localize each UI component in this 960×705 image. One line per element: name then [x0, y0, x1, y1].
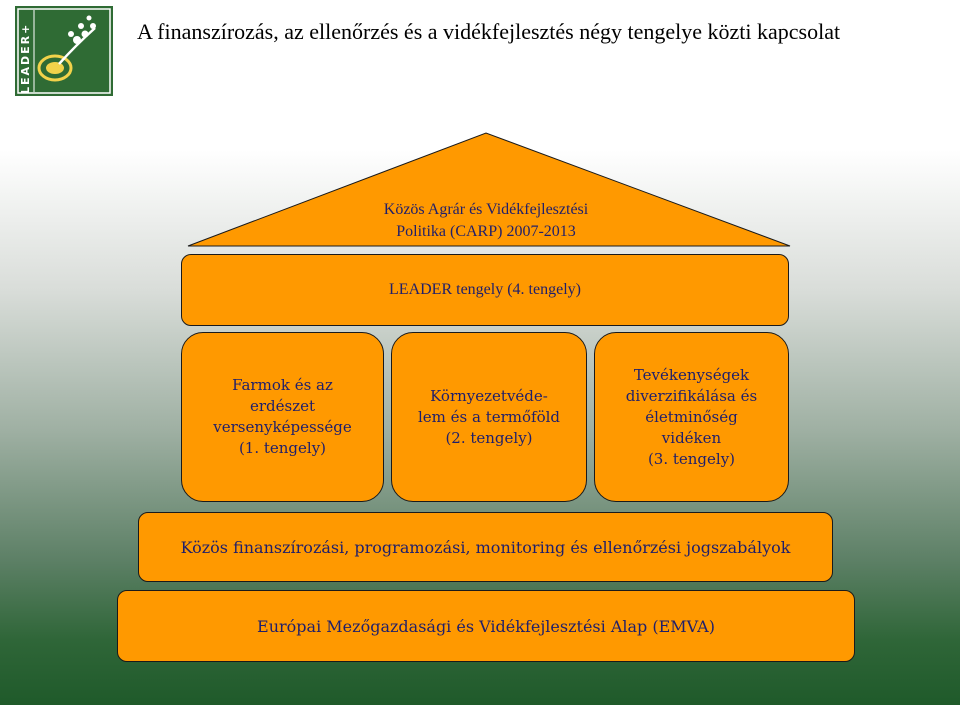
fund-label: Európai Mezőgazdasági és Vidékfejlesztési Alap (EMVA)	[257, 616, 715, 636]
page-title: A finanszírozás, az ellenőrzés és a vidékfejlesztés négy tengelye közti kapcsolat	[137, 19, 841, 44]
logo-text: LEADER+	[19, 22, 32, 94]
regulations-label: Közös finanszírozási, programozási, monitoring és ellenőrzési jogszabályok	[180, 537, 791, 557]
leader-axis-box	[181, 254, 789, 326]
leader-axis-label: LEADER tengely (4. tengely)	[389, 281, 581, 298]
pillar-axis-1	[181, 332, 384, 502]
fund-box	[117, 590, 855, 662]
pillar-axis-3	[594, 332, 789, 502]
pillar-axis-2	[391, 332, 587, 502]
pillar-axis-3-label: Tevékenységek diverzifikálása és életminőség vidéken (3. tengely)	[625, 365, 758, 468]
pillar-axis-2-label: Környezetvéde- lem és a termőföld (2. tengely)	[417, 386, 561, 447]
roof-label: Közös Agrár és Vidékfejlesztési Politika (CARP) 2007-2013	[383, 201, 589, 240]
pillar-axis-1-label: Farmok és az erdészet versenyképessége (1. tengely)	[213, 376, 352, 457]
regulations-box	[138, 512, 833, 582]
